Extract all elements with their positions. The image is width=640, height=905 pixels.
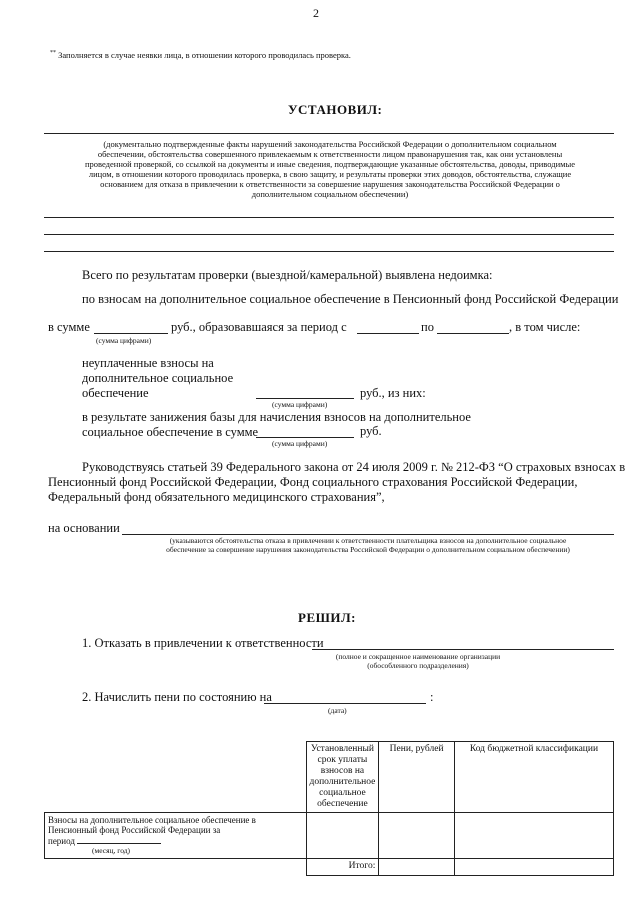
understated-rub-label: руб.	[360, 424, 382, 438]
footnote	[50, 50, 351, 60]
unpaid-line: обеспечение	[82, 386, 149, 400]
understated-sum-field[interactable]	[256, 437, 354, 438]
row-label-period	[48, 835, 303, 846]
facts-hint-line: проведенной проверкой, со ссылкой на документы и иные сведения, подтверждающие указанные обстоятельства, доводы, приводимые	[85, 159, 575, 169]
header-deadline: Установленный срок уплаты взносов на дополнительное социальное обеспечение	[306, 742, 379, 813]
basis-field[interactable]	[122, 534, 614, 535]
period-to-field[interactable]	[437, 333, 509, 334]
facts-hint-line: основанием для отказа в привлечении к ответственности за совершение нарушения законодательства Российской Федерации о	[100, 179, 560, 189]
understated-label	[82, 410, 471, 440]
organization-name-field[interactable]	[312, 649, 614, 650]
facts-fill-line[interactable]	[44, 251, 614, 252]
to-label: по	[421, 320, 434, 334]
facts-hint-line: дополнительном социальном обеспечении)	[251, 189, 409, 199]
total-label: Итого:	[306, 859, 379, 876]
date-hint: (дата)	[328, 706, 347, 715]
penalty-table	[44, 741, 614, 876]
cell-penalties[interactable]	[379, 813, 455, 859]
in-sum-label: в сумме	[48, 320, 90, 334]
footnote-marker: **	[50, 50, 56, 57]
unpaid-label	[82, 356, 233, 401]
guided-line: Руководствуясь статьей 39 Федерального закона от 24 июля 2009 г. № 212-ФЗ “О страховых взносах в	[82, 460, 626, 474]
unpaid-sum-hint: (сумма цифрами)	[272, 400, 328, 409]
page-number: 2	[313, 6, 319, 20]
basis-label: на основании	[48, 521, 120, 535]
period-field[interactable]	[77, 835, 161, 844]
decision-2-text: 2. Начислить пени по состоянию на	[82, 690, 272, 704]
decision-1-text: 1. Отказать в привлечении к ответственности	[82, 636, 324, 650]
sum-field[interactable]	[94, 333, 168, 334]
header-kbk: Код бюджетной классификации	[454, 742, 613, 813]
basis-hint-line: обеспечение за совершение нарушения законодательства Российской Федерации о дополнительном социальном обеспечении)	[166, 545, 570, 554]
header-penalties: Пени, рублей	[379, 742, 455, 813]
unpaid-line: дополнительное социальное	[82, 371, 234, 385]
facts-hint-line: обеспечении, обстоятельства совершенного привлекаемым к ответственности лицом правонарушения так, как они установлены	[97, 149, 563, 159]
guided-paragraph	[48, 460, 626, 505]
guided-line: Федеральный фонд обязательного медицинского страхования”,	[48, 490, 385, 504]
row-label-line: Пенсионный фонд Российской Федерации за	[48, 825, 221, 835]
total-line: Всего по результатам проверки (выездной/камеральной) выявлена недоимка:	[82, 268, 493, 282]
row-label-line: период	[48, 836, 75, 846]
including-label: , в том числе:	[509, 320, 581, 334]
decision-1-hint-line: (обособленного подразделения)	[367, 661, 469, 670]
unpaid-sum-field[interactable]	[256, 398, 354, 399]
heading-decided: РЕШИЛ:	[298, 610, 357, 625]
period-from-field[interactable]	[357, 333, 419, 334]
basis-hint-line: (указываются обстоятельства отказа в привлечении к ответственности плательщика взносов на дополнительное социальное	[169, 536, 567, 545]
basis-hint	[116, 536, 620, 554]
row-label	[45, 813, 307, 859]
decision-1-hint	[312, 652, 524, 670]
unpaid-line: неуплаченные взносы на	[82, 356, 214, 370]
facts-hint-line: лицом, в отношении которого проводилась проверка, в свою защиту, и результаты проверки этих доводов, обстоятельства, служащие	[88, 169, 572, 179]
table-total-row	[45, 859, 614, 876]
cell-kbk[interactable]	[454, 813, 613, 859]
rub-of-them-label: руб., из них:	[360, 386, 426, 400]
facts-fill-line[interactable]	[44, 217, 614, 218]
facts-hint	[40, 139, 620, 199]
guided-line: Пенсионный фонд Российской Федерации, Фонд социального страхования Российской Федерации,	[48, 475, 578, 489]
footnote-text: Заполняется в случае неявки лица, в отношении которого проводилась проверка.	[58, 50, 351, 60]
understated-line: в результате занижения базы для начисления взносов на дополнительное	[82, 410, 471, 424]
heading-established: УСТАНОВИЛ:	[288, 102, 383, 117]
penalty-date-field[interactable]	[264, 703, 426, 704]
total-penalties[interactable]	[379, 859, 455, 876]
table-empty-corner	[45, 742, 307, 813]
period-hint: (месяц, год)	[92, 846, 131, 855]
cell-deadline[interactable]	[306, 813, 379, 859]
facts-fill-line[interactable]	[44, 234, 614, 235]
understated-sum-hint: (сумма цифрами)	[272, 439, 328, 448]
decision-2-colon: :	[430, 690, 434, 704]
table-row	[45, 813, 614, 859]
facts-hint-line: (документально подтвержденные факты нарушений законодательства Российской Федерации о дополнительном социальном	[103, 139, 557, 149]
understated-line: социальное обеспечение в сумме	[82, 425, 259, 439]
sum-hint: (сумма цифрами)	[96, 336, 152, 345]
contributions-line: по взносам на дополнительное социальное обеспечение в Пенсионный фонд Российской Федерации	[82, 292, 619, 306]
table-header-row	[45, 742, 614, 813]
decision-1-hint-line: (полное и сокращенное наименование организации	[335, 652, 501, 661]
total-empty	[45, 859, 307, 876]
rub-formed-label: руб., образовавшаяся за период с	[171, 320, 347, 334]
facts-top-line	[44, 133, 614, 134]
total-kbk[interactable]	[454, 859, 613, 876]
row-label-line: Взносы на дополнительное социальное обеспечение в	[48, 815, 256, 825]
